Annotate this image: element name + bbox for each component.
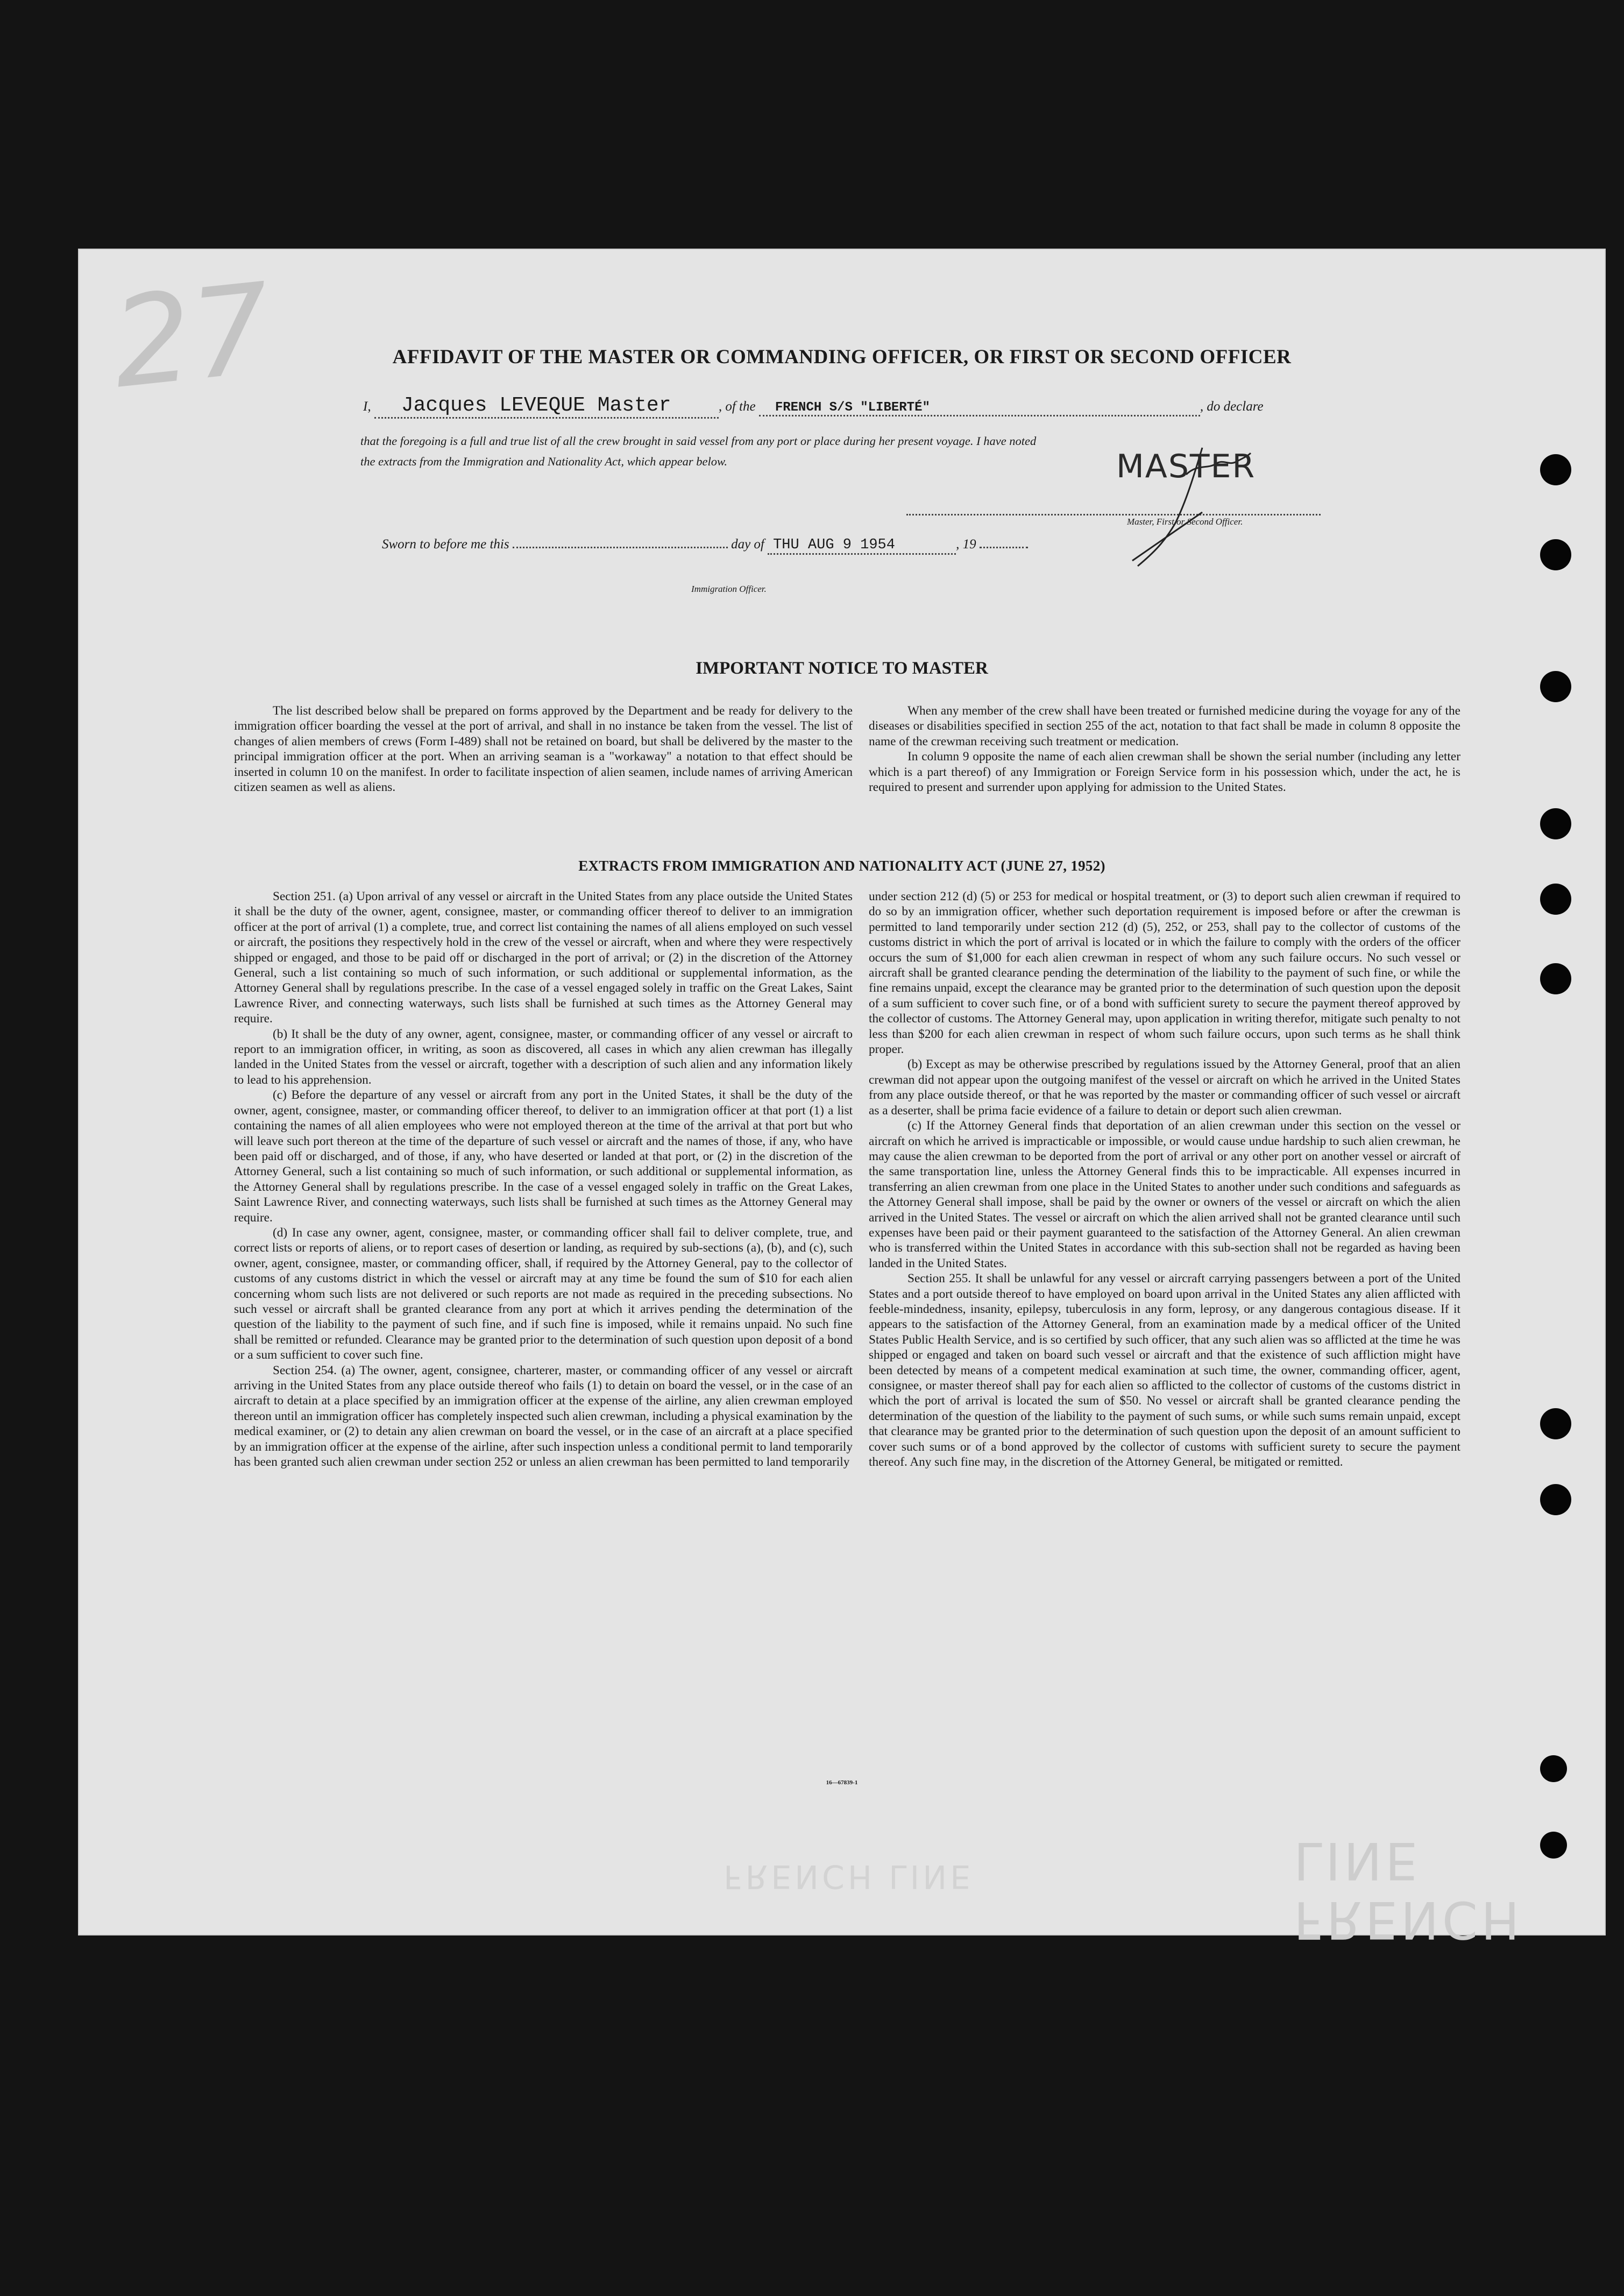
section-paragraph: under section 212 (d) (5) or 253 for medical or hospital treatment, or (3) to deport such alien crewman if required to do so by an immigration officer, whether such deportation requirement is imposed before or after the crewman is permitted to land temporarily under section 212 (d) (5), 252, or 253, shall pay to the collector of customs of the customs district in which the port of arrival is located or in which the failure to comply with the orders of the officer occurs the sum of $1,000 for each alien crewman in respect of whom any such failure occurs. No such vessel or aircraft shall be granted clearance pending the determination of the liability to the payment of such fine, or while the fine remains unpaid, except the clearance may be granted prior to the determination of such question upon the deposit of a sum sufficient to cover such fine, or of a bond with sufficient surety to secure the payment thereof approved by the collector of customs. The Attorney General may, upon application in writing therefor, mitigate such penalty to not less than $200 for each alien crewman in respect of whom such failure occurs, upon such terms as he shall think proper. <box>869 889 1460 1057</box>
punch-hole <box>1540 1755 1567 1782</box>
extracts-right-column <box>869 889 1460 1470</box>
section-paragraph: Section 251. (a) Upon arrival of any vessel or aircraft in the United States from any place outside the United States it shall be the duty of the owner, agent, consignee, master, or commanding officer thereof to deliver to an immigration officer at the port of arrival (1) a complete, true, and correct list containing the names of all aliens employed on such vessel or aircraft, the positions they respectively hold in the crew of the vessel or aircraft, when and where they were respectively shipped or engaged, and those to be paid off or discharged in the port of arrival; or (2) in the discretion of the Attorney General, such a list containing so much of such information, or such additional or supplemental information, as the Attorney General shall by regulations prescribe. In the case of a vessel engaged solely in traffic on the Great Lakes, Saint Lawrence River, and connecting waterways, such lists shall be furnished at such times as the Attorney General may require. <box>234 889 853 1026</box>
year-suffix: , 19 <box>956 537 976 552</box>
punch-hole <box>1540 1484 1571 1515</box>
punch-hole <box>1540 884 1571 915</box>
section-paragraph: (c) If the Attorney General finds that deportation of an alien crewman under this section on the vessel or aircraft on which he arrived is impracticable or impossible, or would cause undue hardship to such alien crewman, he may cause the alien crewman to be deported from the port of arrival or any other port on another vessel or aircraft of the same transportation line, unless the Attorney General finds this to be impracticable. All expenses incurred in transferring an alien crewman from one place in the United States to another under such conditions and safeguards as the Attorney General shall impose, shall be paid by the owner or owners of the vessel or aircraft on which the alien arrived in the United States. The vessel or aircraft on which the alien arrived shall not be granted clearance until such expenses have been paid or their payment guaranteed to the satisfaction of the Attorney General. An alien crewman who is transferred within the United States in accordance with this sub-section shall not be regarded as having been landed in the United States. <box>869 1119 1460 1270</box>
extracts-left-column <box>234 889 853 1470</box>
notice-paragraph: When any member of the crew shall have been treated or furnished medicine during the voyage for any of the diseases or disabilities specified in section 255 of the act, notation to that fact shall be made in column 8 opposite the name of the crewman receiving such treatment or medication. <box>869 704 1460 748</box>
name-field <box>374 394 719 419</box>
notice-paragraph: The list described below shall be prepared on forms approved by the Department and be ready for delivery to the immigration officer boarding the vessel at the port of arrival, and shall in no instance be taken from the vessel. The list of changes of alien members of crews (Form I-489) shall not be retained on board, but shall be delivered by the master to the principal immigration officer at the port. When an arriving seaman is a "workaway" a notation to that effect should be inserted in column 10 on the manifest. In order to facilitate inspection of alien seamen, include names of arriving American citizen seamen as well as aliens. <box>234 704 853 795</box>
form-number: 16—67839-1 <box>826 1779 858 1786</box>
day-of-label: day of <box>731 537 764 552</box>
notice-paragraph: In column 9 opposite the name of each alien crewman shall be shown the serial number (including any letter which is a part thereof) of any Immigration or Foreign Service form in his possession which, under the act, he is required to present and surrender upon applying for admission to the United States. <box>869 750 1460 795</box>
signature-caption: Master, First or Second Officer. <box>1127 517 1243 527</box>
officer-caption: Immigration Officer. <box>691 584 767 594</box>
date-field <box>768 537 956 555</box>
extracts-title: EXTRACTS FROM IMMIGRATION AND NATIONALITY ACT (JUNE 27, 1952) <box>578 858 1105 874</box>
faint-page-number: 27 <box>105 257 278 416</box>
notice-right-column <box>869 703 1460 795</box>
do-declare-label: , do declare <box>1200 399 1264 414</box>
faint-bleed-through-stamp: FRENCH LINE <box>1294 1831 1523 1949</box>
vessel-name: FRENCH S/S "LIBERTÉ" <box>775 400 930 415</box>
vessel-field <box>759 399 1200 416</box>
section-paragraph: (c) Before the departure of any vessel or aircraft from any port in the United States, it shall be the duty of the owner, agent, consignee, master, or commanding officer thereof, to deliver to an immigration officer at that port (1) a list containing the names of all alien employees who were not employed thereon at the time of the arrival at that port but who will leave such port thereon at the time of the departure of such vessel or aircraft and the names of those, if any, who have been paid off or discharged, and of those, if any, who have deserted or landed at that port, or (2) in the discretion of the Attorney General, such a list containing so much of such information, or such additional or supplemental information, as the Attorney General shall by regulations prescribe. In the case of a vessel engaged solely in traffic on the Great Lakes, Saint Lawrence River, and connecting waterways, such lists shall be furnished at such times as the Attorney General may require. <box>234 1088 853 1225</box>
punch-hole <box>1540 671 1571 702</box>
section-paragraph: Section 254. (a) The owner, agent, consignee, charterer, master, or commanding officer of any vessel or aircraft arriving in the United States from any place outside thereof who fails (1) to detain on board the vessel, or in the case of an aircraft to detain at a place specified by an immigration officer at the expense of the airline, any alien crewman employed thereon until an immigration officer has completely inspected such alien crewman, including a physical examination by the medical examiner, or (2) to detain any alien crewman on board the vessel, or in the case of an aircraft at a place specified by an immigration officer at the expense of the airline, after such inspection unless a conditional permit to land temporarily has been granted such alien crewman under section 252 or unless an alien crewman has been permitted to land temporarily <box>234 1363 853 1470</box>
punch-hole <box>1540 963 1571 994</box>
notice-left-column <box>234 703 853 795</box>
declaration-text-2: the extracts from the Immigration and Nationality Act, which appear below. <box>360 455 728 468</box>
date-stamp: THU AUG 9 1954 <box>773 537 895 553</box>
declaration-name-line <box>363 394 1264 419</box>
affidavit-title: AFFIDAVIT OF THE MASTER OR COMMANDING OFFICER, OR FIRST OR SECOND OFFICER <box>392 346 1292 368</box>
sworn-prefix: Sworn to before me this <box>382 537 509 552</box>
i-label: I, <box>363 399 371 414</box>
section-paragraph: (d) In case any owner, agent, consignee, master, or commanding officer shall fail to deliver complete, true, and correct lists or reports of aliens, or to report cases of desertion or landing, as required by sub-sections (a), (b), and (c), such owner, agent, consignee, master, or commanding officer, shall, if required by the Attorney General, pay to the collector of customs of any customs district in which the vessel or aircraft may at any time be found the sum of $10 for each alien concerning whom such lists are not delivered or such reports are not made as required in the preceding subsections. No such vessel or aircraft shall be granted clearance from any port at which it arrives pending the determination of the question of the liability to the payment of such fine, and if such fine is imposed, while it remains unpaid. No such fine shall be remitted or refunded. Clearance may be granted prior to the determination of such question upon deposit of a bond or a sum sufficient to cover such fine. <box>234 1225 853 1362</box>
punch-hole <box>1540 808 1571 839</box>
sworn-line <box>382 537 1028 555</box>
punch-hole <box>1540 1408 1571 1439</box>
affidavit-form-page <box>78 249 1606 1949</box>
master-name: Jacques LEVEQUE Master <box>401 394 671 417</box>
notice-title: IMPORTANT NOTICE TO MASTER <box>696 659 988 678</box>
declaration-text-1: that the foregoing is a full and true list of all the crew brought in said vessel from any port or place during her present voyage. I have noted <box>360 434 1037 448</box>
punch-hole <box>1540 539 1571 570</box>
of-the-label: , of the <box>718 399 756 414</box>
section-paragraph: Section 255. It shall be unlawful for any vessel or aircraft carrying passengers between a port of the United States and a port outside thereof to have employed on board upon arrival in the United States any alien afflicted with feeble-mindedness, insanity, epilepsy, tuberculosis in any form, leprosy, or any dangerous contagious disease. If it appears to the satisfaction of the Attorney General, from an examination made by a medical officer of the United States Public Health Service, and is so certified by such officer, that any such alien was so afflicted at the time he was shipped or engaged and taken on board such vessel or aircraft and that the existence of such affliction might have been detected by means of a competent medical examination at such time, the owner, commanding officer, agent, consignee, or master thereof shall pay for each alien so afflicted to the collector of customs of the customs district in which the port of arrival is located the sum of $50. No vessel or aircraft shall be granted clearance pending the determination of the question of the liability to the payment of such sums, or while such sums remain unpaid, except that clearance may be granted prior to the determination of such question upon the deposit of an amount sufficient to cover such sums or of a bond approved by the collector of customs with sufficient surety to secure the payment thereof. Any such fine may, in the discretion of the Attorney General, be mitigated or remitted. <box>869 1271 1460 1470</box>
faint-bleed-through-stamp: FRENCH LINE <box>724 1857 974 1895</box>
section-paragraph: (b) It shall be the duty of any owner, agent, consignee, master, or commanding officer of any vessel or aircraft to report to an immigration officer, in writing, as soon as discovered, all cases in which any alien crewman has illegally landed in the United States from the vessel or aircraft, together with a description of such alien and any information likely to lead to his apprehension. <box>234 1027 853 1087</box>
punch-hole <box>1540 454 1571 485</box>
section-paragraph: (b) Except as may be otherwise prescribed by regulations issued by the Attorney General, proof that an alien crewman did not appear upon the outgoing manifest of the vessel or aircraft on which he arrived in the United States from any place outside thereof, or that he was reported by the master or commanding officer of such vessel or aircraft as a deserter, shall be prima facie evidence of a failure to detain or deport such alien crewman. <box>869 1057 1460 1118</box>
punch-hole <box>1540 1832 1567 1859</box>
master-stamp: MASTER <box>1116 448 1256 485</box>
